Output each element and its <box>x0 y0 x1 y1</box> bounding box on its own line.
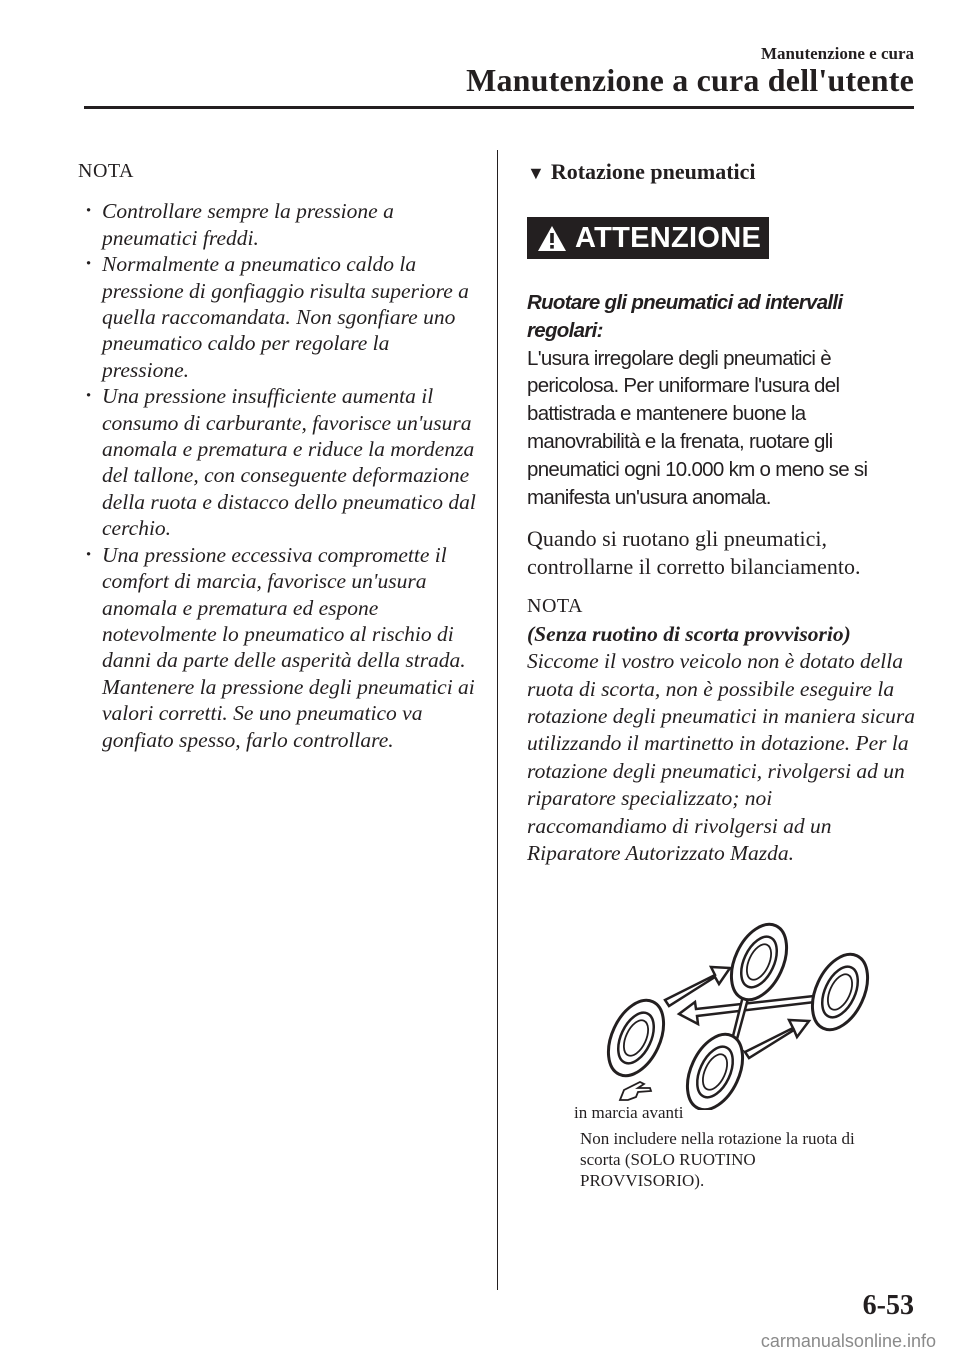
header-rule <box>84 106 914 109</box>
nota-bullet: · Una pressione insufficiente aumenta il consumo di carburante, favorisce un'usura anomala e prematura e riduce la mordenza del tallone, con conseguente deformazione della ruota e distacco dello pneumatico dal cerchio. <box>78 383 478 541</box>
warning-triangle-icon <box>537 225 567 252</box>
nota-subtitle: (Senza ruotino di scorta provvisorio) <box>527 621 851 646</box>
section-title <box>527 158 917 187</box>
right-column <box>527 158 917 867</box>
nota-block <box>527 593 917 867</box>
tire-rotation-diagram <box>565 910 895 1110</box>
tire-front-left <box>720 916 797 1009</box>
warning-heading: Ruotare gli pneumatici ad intervalli regolari: <box>527 291 843 342</box>
tire-rear-right <box>676 1026 753 1110</box>
left-column <box>78 158 478 753</box>
section-title-text: Rotazione pneumatici <box>550 159 756 184</box>
direction-label: in marcia avanti <box>574 1103 684 1122</box>
nota-bullet-extra: Mantenere la pressione degli pneumatici ai valori corretti. Se uno pneumatico va gonfiato spesso, farlo controllare. <box>102 674 475 752</box>
nota-bullet-last <box>78 542 478 753</box>
nota-bullet-list <box>78 198 478 753</box>
pointing-hand-icon <box>620 1082 651 1100</box>
section-marker-icon: ▼ <box>527 163 545 183</box>
tire-front-right <box>801 946 878 1039</box>
column-divider <box>497 150 498 1290</box>
warning-badge <box>527 217 769 259</box>
rotation-arrow-rr-to-fr <box>745 1020 809 1058</box>
nota-label: NOTA <box>78 160 134 182</box>
tire-rear-left <box>597 992 674 1085</box>
page-number: 6-53 <box>862 1290 914 1321</box>
nota-bullet: · Normalmente a pneumatico caldo la pressione di gonfiaggio risulta superiore a quella raccomandata. Non sgonfiare uno pneumatico caldo per regolare la pressione. <box>78 251 478 383</box>
nota-bullet-text: Una pressione eccessiva compromette il comfort di marcia, favorisce un'usura anomala e prematura ed espone notevolmente lo pneumatico al rischio di danni da parte delle asperità della strada. <box>102 542 466 673</box>
nota-label: NOTA <box>527 595 583 618</box>
warning-body: L'usura irregolare degli pneumatici è pericolosa. Per uniformare l'usura del battistrada e mantenere buone la manovrabilità e la frenata, ruotare gli pneumatici ogni 10.000 km o meno se si manifesta un'usura anomala. <box>527 346 868 509</box>
figure-caption: Non includere nella rotazione la ruota di scorta (SOLO RUOTINO PROVVISORIO). <box>580 1129 855 1190</box>
watermark: carmanualsonline.info <box>760 1331 936 1351</box>
nota-bullet: · Controllare sempre la pressione a pneumatici freddi. <box>78 198 478 251</box>
body-paragraph: Quando si ruotano gli pneumatici, controllarne il corretto bilanciamento. <box>527 526 861 580</box>
page-title: Manutenzione a cura dell'utente <box>466 62 914 98</box>
rotation-arrow-rl-to-fr <box>665 967 730 1006</box>
warning-text <box>527 289 917 511</box>
warning-label: ATTENZIONE <box>575 221 762 254</box>
header-section-label: Manutenzione e cura <box>761 44 914 63</box>
nota-body: Siccome il vostro veicolo non è dotato della ruota di scorta, non è possibile eseguire la rotazione degli pneumatici in maniera sicura utilizzando il martinetto in dotazione. Per la rotazione degli pneumatici, rivolgersi ad un riparatore specializzato; noi raccomandiamo di rivolgersi ad un Riparatore Autorizzato Mazda. <box>527 649 915 866</box>
